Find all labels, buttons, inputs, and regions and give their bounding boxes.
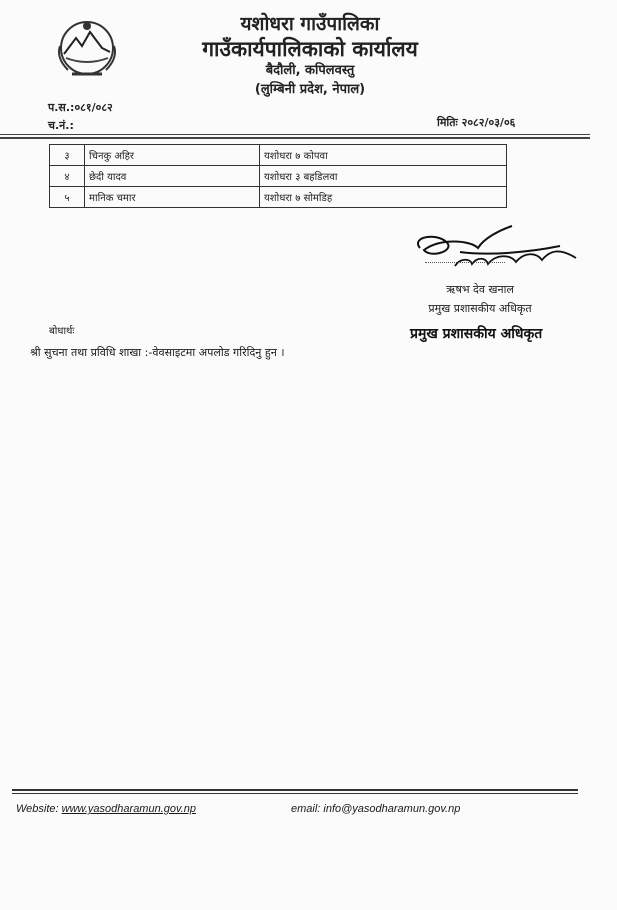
signer-title: प्रमुख प्रशासकीय अधिकृत xyxy=(428,302,532,315)
website-label: Website: xyxy=(16,803,59,815)
header-divider xyxy=(0,134,590,135)
footer-email[interactable]: email: info@yasodharamun.gov.np xyxy=(291,803,461,815)
row-address: यशोधरा ७ कोपवा xyxy=(260,145,507,166)
row-address: यशोधरा ७ सोमडिह xyxy=(260,187,507,208)
fiscal-year: प.स.:०८१/०८२ xyxy=(48,101,113,114)
signer-name: ऋषभ देव खनाल xyxy=(446,283,514,296)
table-row xyxy=(50,166,507,187)
province-line: (लुम्बिनी प्रदेश, नेपाल) xyxy=(254,82,366,97)
header-divider-thick xyxy=(0,137,590,139)
signature-line xyxy=(425,262,505,263)
footer-website xyxy=(16,803,196,815)
beneficiary-table xyxy=(49,144,507,208)
office-name: गाउँकार्यपालिकाको कार्यालय xyxy=(202,37,418,61)
row-name: छेदी यादव xyxy=(85,166,260,187)
municipality-name: यशोधरा गाउँपालिका xyxy=(240,13,380,35)
official-stamp: प्रमुख प्रशासकीय अधिकृत xyxy=(410,326,543,342)
footer-divider-thick xyxy=(12,789,578,791)
table-row xyxy=(50,187,507,208)
table-row xyxy=(50,145,507,166)
row-address: यशोधरा ३ बहडिलवा xyxy=(260,166,507,187)
cc-note: श्री सुचना तथा प्रविधि शाखा :-वेवसाइटमा अपलोड गरिदिनु हुन । xyxy=(30,346,285,359)
row-serial: ४ xyxy=(50,166,85,187)
row-name: मानिक चमार xyxy=(85,187,260,208)
website-link[interactable]: www.yasodharamun.gov.np xyxy=(61,803,196,815)
dispatch-number: च.नं.: xyxy=(48,119,74,132)
letter-date: मितिः २०८२/०३/०६ xyxy=(437,116,516,129)
cc-label: बोधार्थः xyxy=(49,326,75,337)
footer-divider xyxy=(12,793,578,794)
row-serial: ३ xyxy=(50,145,85,166)
office-address: बैदौली, कपिलवस्तु xyxy=(265,63,355,78)
row-serial: ५ xyxy=(50,187,85,208)
row-name: चिनकु अहिर xyxy=(85,145,260,166)
handwritten-signature xyxy=(400,218,590,278)
nepal-emblem-icon xyxy=(52,18,122,82)
